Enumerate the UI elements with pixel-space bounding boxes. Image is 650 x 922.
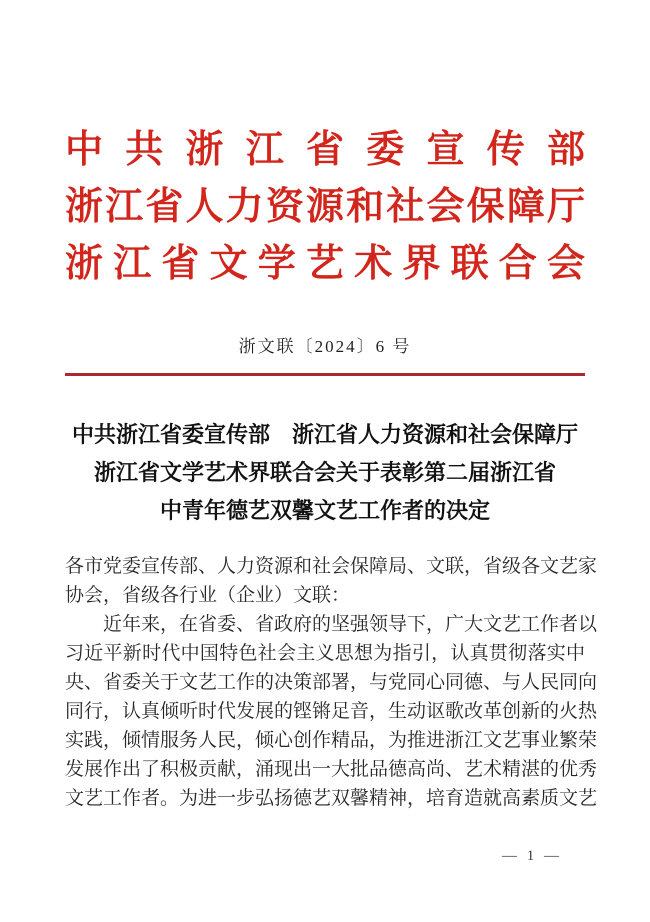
letterhead-line: 浙江省人力资源和社会保障厅 [65,186,585,228]
body-text-line: 近年来，在省委、省政府的坚强领导下，广大文艺工作者以 [65,614,598,635]
body-text-line: 央、省委关于文艺工作的决策部署，与党同心同德、与人民同向 [65,672,598,693]
red-divider-line [65,373,585,376]
document-body [65,552,598,813]
document-title [65,416,585,530]
letterhead-line: 中共浙江省委宣传部 [65,129,585,171]
document-number: 浙文联〔2024〕6 号 [238,337,412,356]
body-text-line: 同行，认真倾听时代发展的铿锵足音，生动讴歌改革创新的火热 [65,701,598,722]
letterhead-line: 浙江省文学艺术界联合会 [65,243,585,285]
letterhead [65,0,585,293]
body-text-line: 发展作出了积极贡献，涌现出一大批品德高尚、艺术精湛的优秀 [65,759,598,780]
body-text-line: 习近平新时代中国特色社会主义思想为指引，认真贯彻落实中 [65,643,585,664]
body-text-line: 协会，省级各行业（企业）文联： [65,585,351,606]
document-title-line: 浙江省文学艺术界联合会关于表彰第二届浙江省 [93,460,556,485]
document-title-line: 中青年德艺双馨文艺工作者的决定 [159,498,490,523]
body-text-line: 各市党委宣传部、人力资源和社会保障局、文联，省级各文艺家 [65,556,598,577]
body-text-line: 实践，倾情服务人民，倾心创作精品，为推进浙江文艺事业繁荣 [65,730,598,751]
body-text-line: 文艺工作者。为进一步弘扬德艺双馨精神，培育造就高素质文艺 [65,788,598,809]
document-title-line: 中共浙江省委宣传部 浙江省人力资源和社会保障厅 [71,422,578,447]
page-number: — 1 — [502,848,562,864]
